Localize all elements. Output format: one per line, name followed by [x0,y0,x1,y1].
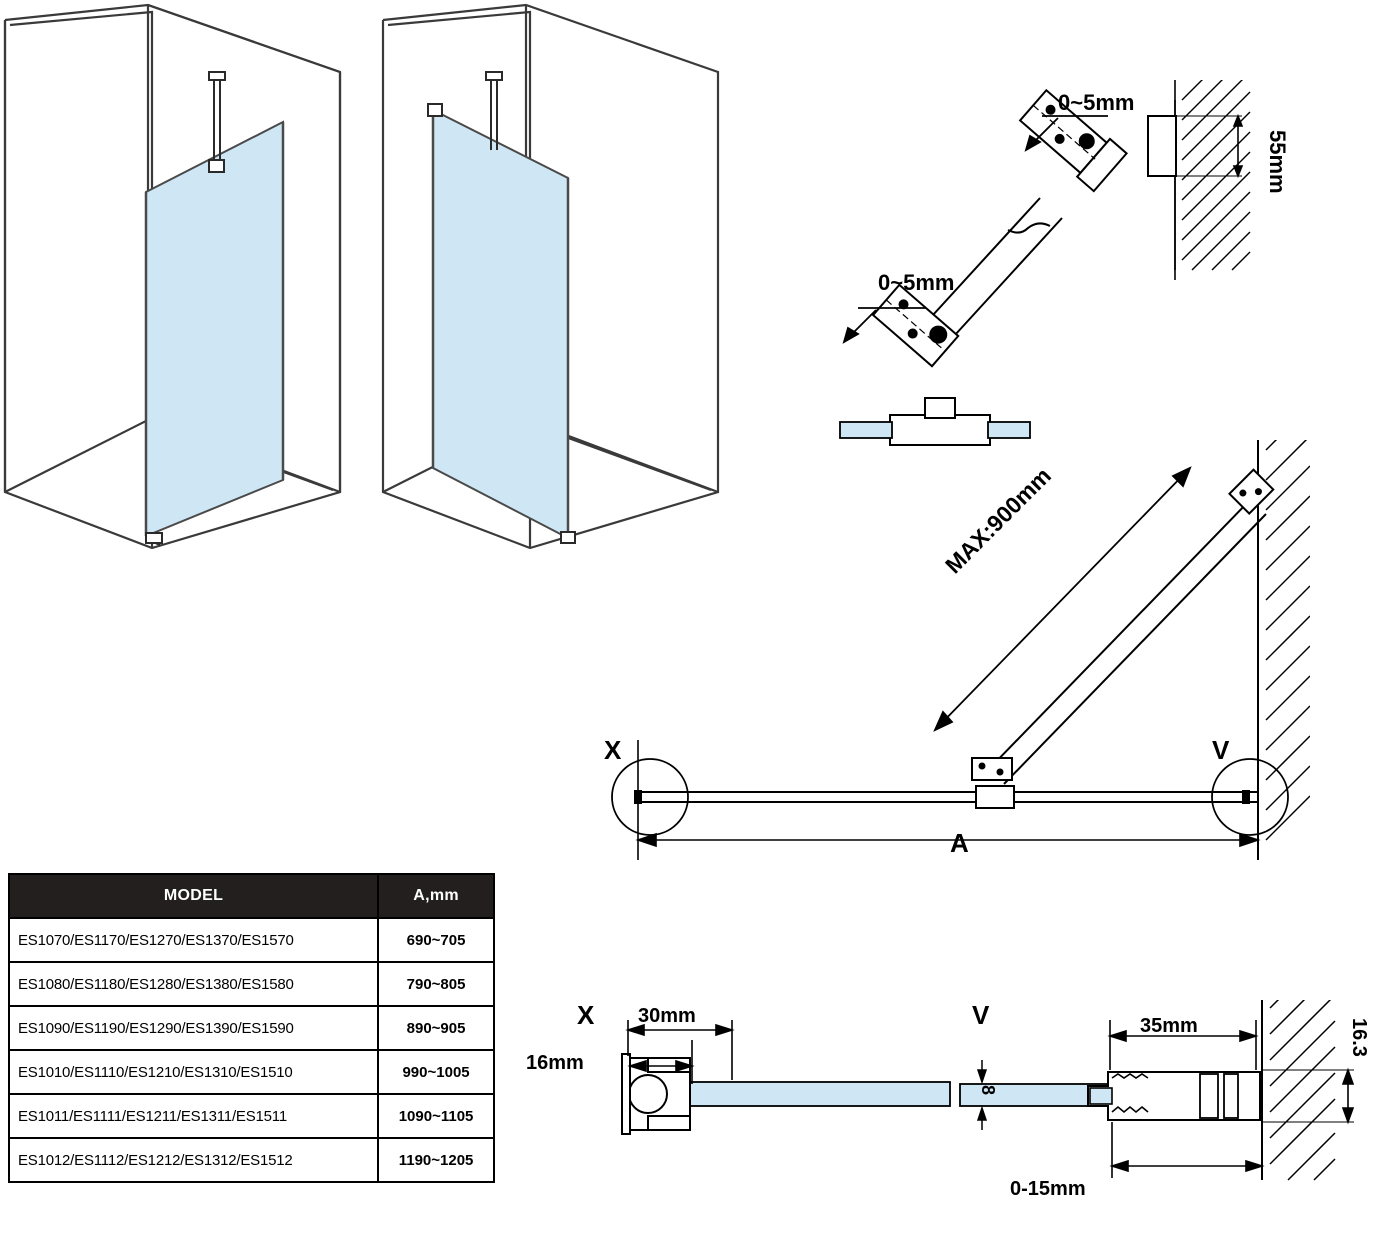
table-row [9,918,494,962]
label-detail-v: V [972,1000,990,1030]
wall-plate [1148,116,1176,176]
cell-a: 690~705 [378,918,494,962]
label-35mm: 35mm [1140,1015,1198,1037]
table-header-model: MODEL [9,874,378,918]
glass-clamp-section [840,398,1030,445]
table-row [9,1094,494,1138]
wall-hatch-plan [1258,440,1310,860]
detail-x-section [560,1000,960,1200]
dim-16-3 [1262,1070,1354,1122]
cell-a: 790~805 [378,962,494,1006]
cell-model: ES1080/ES1180/ES1280/ES1380/ES1580 [9,962,378,1006]
glass-x [680,1082,950,1106]
label-gap-bottom: 0~5mm [878,270,955,295]
label-30mm: 30mm [638,1005,696,1027]
dim-0-15mm [1112,1122,1262,1178]
wall-hatch-top [1175,80,1250,280]
label-detail-x: X [577,1000,595,1030]
cell-a: 890~905 [378,1006,494,1050]
cell-a: 1190~1205 [378,1138,494,1182]
label-16-3: 16.3 [1348,1018,1370,1057]
table-row [9,1006,494,1050]
cell-model: ES1010/ES1110/ES1210/ES1310/ES1510 [9,1050,378,1094]
label-max-bar-length: MAX:900mm [940,462,1056,579]
label-detail-x-plan: X [604,735,622,765]
glass-plan-line [638,786,1258,808]
dim-max900 [935,468,1190,730]
cell-model: ES1012/ES1112/ES1212/ES1312/ES1512 [9,1138,378,1182]
label-0-15mm: 0-15mm [1010,1178,1086,1200]
dim-55mm [1176,116,1242,176]
table-row [9,962,494,1006]
lower-bracket [873,285,958,366]
label-detail-v-plan: V [1212,735,1230,765]
plan-view [590,440,1310,880]
cell-a: 990~1005 [378,1050,494,1094]
label-16mm: 16mm [526,1052,584,1074]
table-header-row [9,874,494,918]
table-row [9,1050,494,1094]
cell-model: ES1011/ES1111/ES1211/ES1311/ES1511 [9,1094,378,1138]
label-gap-top: 0~5mm [1058,90,1135,115]
wall-hatch-v [1262,1000,1335,1180]
left-glass-panel [146,122,283,536]
table-header-a: A,mm [378,874,494,918]
cell-model: ES1090/ES1190/ES1290/ES1390/ES1590 [9,1006,378,1050]
cell-model: ES1070/ES1170/ES1270/ES1370/ES1570 [9,918,378,962]
cell-a: 1090~1105 [378,1094,494,1138]
profile-v [1088,1072,1260,1120]
right-glass-panel [433,110,568,538]
label-glass-thickness: 8 [978,1085,998,1096]
label-dim-a: A [950,828,969,858]
spec-table [8,873,495,1183]
label-wall-plate-height: 55mm [1265,130,1290,194]
table-row [9,1138,494,1182]
